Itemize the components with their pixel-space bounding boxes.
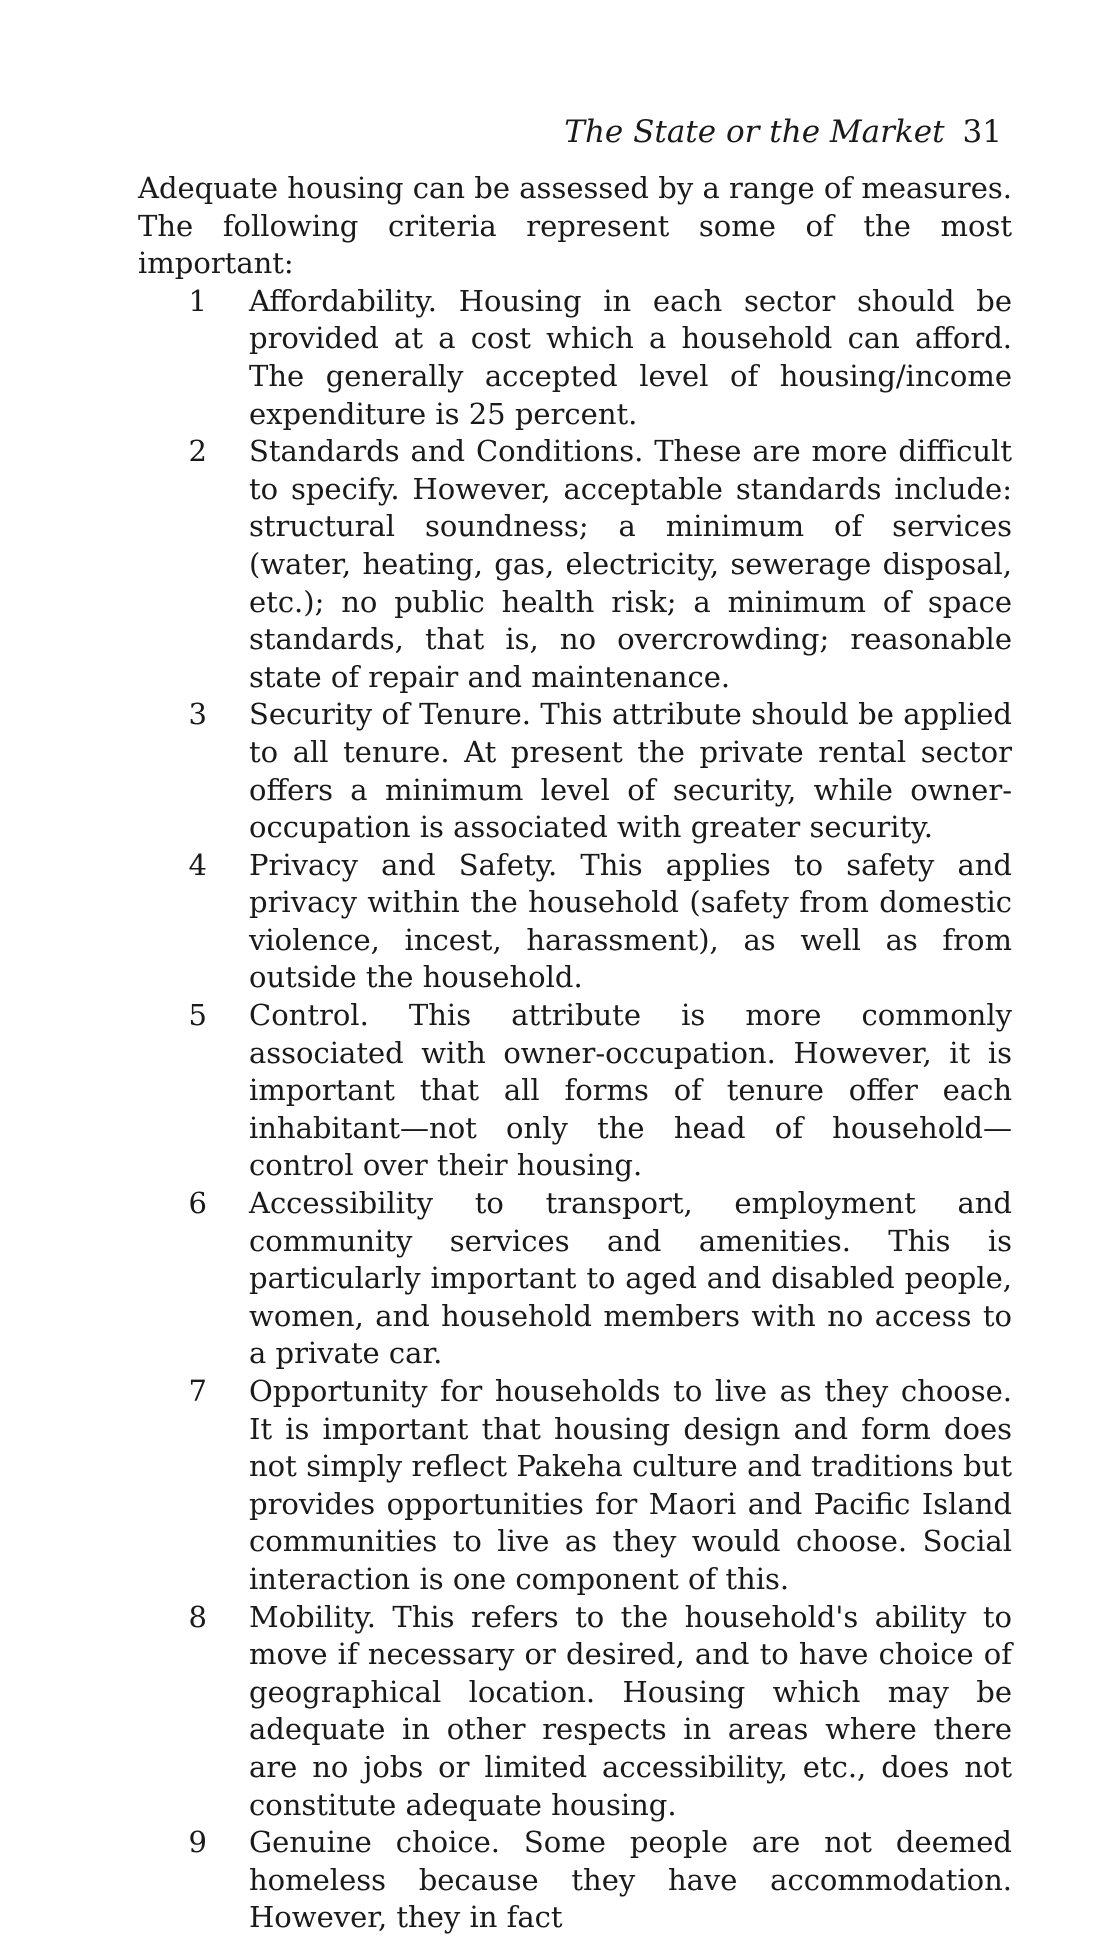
list-item [138,1373,1012,1599]
list-item [138,283,1012,433]
intro-paragraph: Adequate housing can be assessed by a range of measures. The following criteria represent some of the most important: [138,171,1012,281]
item-text: Affordability. Housing in each sector should be provided at a cost which a household can afford. The generally accepted level of housing/income expenditure is 25 percent. [249,283,1012,431]
item-number: 4 [188,847,207,882]
item-text: Standards and Conditions. These are more difficult to specify. However, acceptable standards include: structural soundness; a minimum of services (water, heating, gas, electricity, sewerage disposal, etc.); no public health risk; a minimum of space standards, that is, no overcrowding; reasonable state of repair and maintenance. [249,434,1012,694]
item-number: 2 [188,434,207,469]
list-item [138,997,1012,1185]
item-text: Mobility. This refers to the household's ability to move if necessary or desired, and to have choice of geographical location. Housing which may be adequate in other respects in areas where there are no jobs or limited accessibility, etc., does not constitute adequate housing. [249,1599,1012,1822]
item-text: Privacy and Safety. This applies to safety and privacy within the household (safety from domestic violence, incest, harassment), as well as from outside the household. [249,847,1012,995]
item-number: 5 [188,998,207,1033]
item-text: Accessibility to transport, employment and community services and amenities. This is particularly important to aged and disabled people, women, and household members with no access to a private car. [249,1186,1012,1371]
item-number: 6 [188,1186,207,1221]
item-text: Security of Tenure. This attribute should be applied to all tenure. At present the private rental sector offers a minimum level of security, while owner-occupation is associated with greater security. [249,697,1012,845]
page-number: 31 [962,114,1002,150]
running-title: The State or the Market [564,114,945,150]
item-text: Control. This attribute is more commonly associated with owner-occupation. However, it is important that all forms of tenure offer each inhabitant—not only the head of household—control over their housing. [249,998,1012,1183]
list-item [138,1824,1012,1937]
body-text [138,170,1012,1937]
list-item [138,696,1012,846]
item-number: 1 [188,283,207,318]
item-number: 8 [188,1599,207,1634]
list-item [138,433,1012,696]
item-number: 7 [188,1374,207,1408]
item-number: 3 [188,697,207,732]
running-head [564,112,1002,152]
item-number: 9 [188,1825,207,1860]
item-text: Genuine choice. Some people are not deemed homeless because they have accommodation. However, they in fact [249,1825,1012,1935]
list-item [138,1185,1012,1373]
list-item [138,847,1012,997]
item-text: Opportunity for households to live as they choose. It is important that housing design and form does not simply reflect Pakeha culture and traditions but provides opportunities for Maori and Pacific Island communities to live as they would choose. Social interaction is one component of this. [249,1374,1012,1596]
criteria-list [138,283,1012,1937]
list-item [138,1599,1012,1825]
